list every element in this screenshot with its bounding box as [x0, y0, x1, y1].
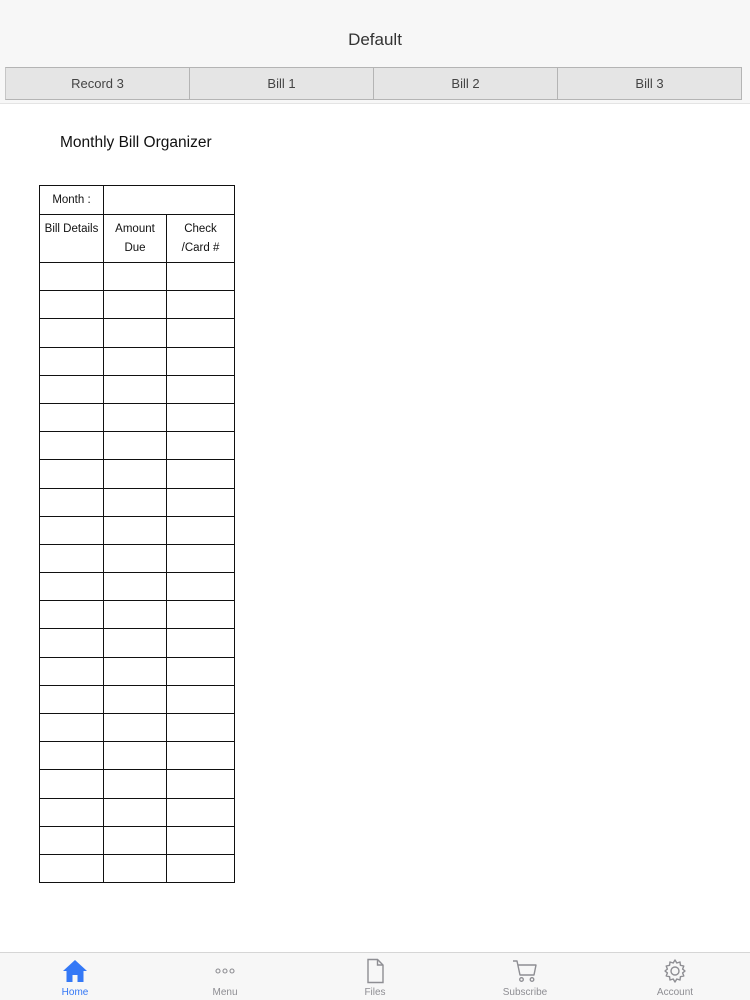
- header-check-card: [167, 215, 235, 263]
- table-row: [40, 291, 235, 319]
- bill-details-cell[interactable]: [40, 403, 104, 431]
- check-card-cell[interactable]: [167, 291, 235, 319]
- table-row: [40, 544, 235, 572]
- header-check-card-line1: Check: [184, 223, 217, 235]
- check-card-cell[interactable]: [167, 714, 235, 742]
- table-row: [40, 573, 235, 601]
- table-row: [40, 516, 235, 544]
- amount-due-cell[interactable]: [104, 263, 167, 291]
- check-card-cell[interactable]: [167, 432, 235, 460]
- nav-subscribe-label: Subscribe: [502, 987, 548, 998]
- amount-due-cell[interactable]: [104, 516, 167, 544]
- file-icon: [361, 958, 389, 984]
- amount-due-cell[interactable]: [104, 601, 167, 629]
- amount-due-cell[interactable]: [104, 657, 167, 685]
- table-row: [40, 432, 235, 460]
- check-card-cell[interactable]: [167, 770, 235, 798]
- bill-details-cell[interactable]: [40, 375, 104, 403]
- bill-details-cell[interactable]: [40, 291, 104, 319]
- check-card-cell[interactable]: [167, 488, 235, 516]
- check-card-cell[interactable]: [167, 573, 235, 601]
- bill-details-cell[interactable]: [40, 685, 104, 713]
- header-amount-due-line1: Amount: [115, 223, 155, 235]
- tab-bill-2[interactable]: Bill 2: [373, 67, 558, 100]
- nav-home[interactable]: [0, 953, 150, 1000]
- check-card-cell[interactable]: [167, 826, 235, 854]
- tab-bill-3[interactable]: Bill 3: [557, 67, 742, 100]
- table-row: [40, 460, 235, 488]
- amount-due-cell[interactable]: [104, 403, 167, 431]
- amount-due-cell[interactable]: [104, 798, 167, 826]
- gear-icon: [661, 958, 689, 984]
- bill-details-cell[interactable]: [40, 347, 104, 375]
- check-card-cell[interactable]: [167, 685, 235, 713]
- bill-details-cell[interactable]: [40, 573, 104, 601]
- table-row: [40, 319, 235, 347]
- segmented-tabbar: [5, 67, 741, 100]
- nav-files[interactable]: [300, 953, 450, 1000]
- page-title: Default: [348, 30, 402, 49]
- check-card-cell[interactable]: [167, 403, 235, 431]
- table-row: [40, 347, 235, 375]
- amount-due-cell[interactable]: [104, 573, 167, 601]
- amount-due-cell[interactable]: [104, 854, 167, 882]
- month-value-cell[interactable]: [104, 186, 235, 215]
- bill-details-cell[interactable]: [40, 629, 104, 657]
- amount-due-cell[interactable]: [104, 460, 167, 488]
- bill-details-cell[interactable]: [40, 516, 104, 544]
- header-amount-due: [104, 215, 167, 263]
- check-card-cell[interactable]: [167, 657, 235, 685]
- table-row: [40, 798, 235, 826]
- bill-details-cell[interactable]: [40, 826, 104, 854]
- bottom-tab-bar: [0, 952, 750, 1000]
- check-card-cell[interactable]: [167, 629, 235, 657]
- amount-due-cell[interactable]: [104, 488, 167, 516]
- amount-due-cell[interactable]: [104, 432, 167, 460]
- nav-menu-label: Menu: [212, 987, 238, 998]
- nav-files-label: Files: [364, 987, 386, 998]
- check-card-cell[interactable]: [167, 263, 235, 291]
- table-row: [40, 263, 235, 291]
- table-row: [40, 742, 235, 770]
- amount-due-cell[interactable]: [104, 544, 167, 572]
- check-card-cell[interactable]: [167, 347, 235, 375]
- header-bill-details: [40, 215, 104, 263]
- table-row: [40, 657, 235, 685]
- bill-details-cell[interactable]: [40, 544, 104, 572]
- header-bill-details-text: Bill Details: [44, 223, 99, 235]
- header: [0, 0, 750, 104]
- check-card-cell[interactable]: [167, 319, 235, 347]
- amount-due-cell[interactable]: [104, 714, 167, 742]
- check-card-cell[interactable]: [167, 854, 235, 882]
- table-row: [40, 714, 235, 742]
- amount-due-cell[interactable]: [104, 742, 167, 770]
- check-card-cell[interactable]: [167, 601, 235, 629]
- table-row: [40, 685, 235, 713]
- amount-due-cell[interactable]: [104, 319, 167, 347]
- bill-details-cell[interactable]: [40, 798, 104, 826]
- amount-due-cell[interactable]: [104, 770, 167, 798]
- home-icon: [61, 958, 89, 984]
- bill-details-cell[interactable]: [40, 460, 104, 488]
- table-row: [40, 826, 235, 854]
- bill-table: [39, 185, 235, 883]
- nav-home-label: Home: [61, 987, 89, 998]
- check-card-cell[interactable]: [167, 544, 235, 572]
- bill-details-cell[interactable]: [40, 263, 104, 291]
- check-card-cell[interactable]: [167, 460, 235, 488]
- amount-due-cell[interactable]: [104, 629, 167, 657]
- check-card-cell[interactable]: [167, 742, 235, 770]
- table-row: [40, 854, 235, 882]
- bill-details-cell[interactable]: [40, 488, 104, 516]
- cart-icon: [511, 958, 539, 984]
- bill-details-cell[interactable]: [40, 742, 104, 770]
- bill-details-cell[interactable]: [40, 432, 104, 460]
- table-row: [40, 403, 235, 431]
- table-row: [40, 375, 235, 403]
- month-row: [40, 186, 235, 215]
- table-row: [40, 629, 235, 657]
- amount-due-cell[interactable]: [104, 685, 167, 713]
- amount-due-cell[interactable]: [104, 826, 167, 854]
- check-card-cell[interactable]: [167, 516, 235, 544]
- nav-account-label: Account: [656, 987, 694, 998]
- month-label: Month :: [40, 186, 104, 215]
- tab-bill-1[interactable]: Bill 1: [189, 67, 374, 100]
- nav-account[interactable]: [600, 953, 750, 1000]
- header-check-card-line2: /Card #: [181, 242, 220, 254]
- amount-due-cell[interactable]: [104, 375, 167, 403]
- bill-details-cell[interactable]: [40, 770, 104, 798]
- more-dots-icon: [211, 958, 239, 984]
- check-card-cell[interactable]: [167, 375, 235, 403]
- table-header-row: [40, 215, 235, 263]
- bill-details-cell[interactable]: [40, 657, 104, 685]
- bill-details-cell[interactable]: [40, 854, 104, 882]
- tab-record-3[interactable]: Record 3: [5, 67, 190, 100]
- check-card-cell[interactable]: [167, 798, 235, 826]
- nav-menu[interactable]: [150, 953, 300, 1000]
- table-row: [40, 488, 235, 516]
- nav-subscribe[interactable]: [450, 953, 600, 1000]
- amount-due-cell[interactable]: [104, 291, 167, 319]
- table-row: [40, 770, 235, 798]
- bill-details-cell[interactable]: [40, 601, 104, 629]
- amount-due-cell[interactable]: [104, 347, 167, 375]
- header-amount-due-line2: Due: [124, 242, 146, 254]
- bill-details-cell[interactable]: [40, 714, 104, 742]
- table-row: [40, 601, 235, 629]
- document-title: Monthly Bill Organizer: [60, 134, 212, 151]
- bill-details-cell[interactable]: [40, 319, 104, 347]
